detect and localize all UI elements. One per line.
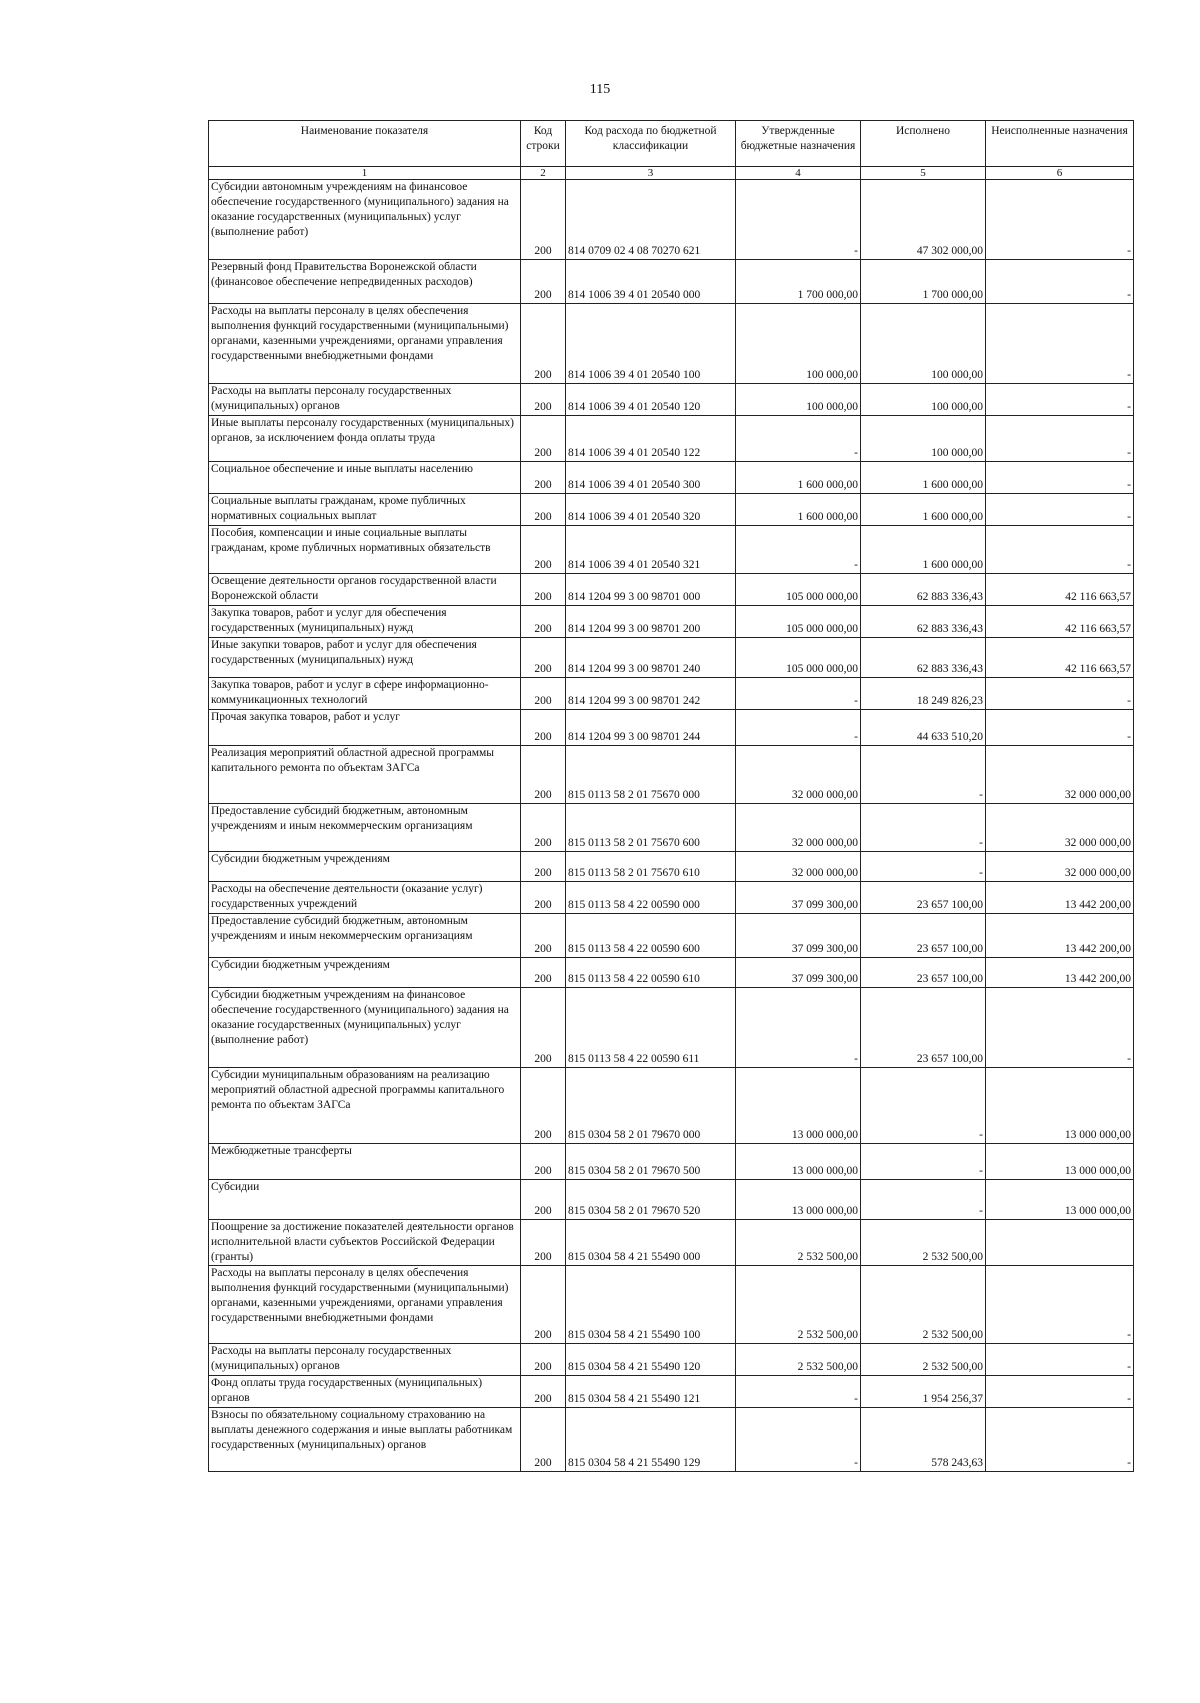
- row-unexecuted: [986, 1220, 1134, 1266]
- row-kbk: 814 1006 39 4 01 20540 122: [566, 416, 736, 462]
- column-number: 5: [861, 167, 986, 180]
- row-line-code: 200: [521, 304, 566, 384]
- row-executed: 1 600 000,00: [861, 494, 986, 526]
- row-approved: -: [736, 988, 861, 1068]
- row-approved: -: [736, 710, 861, 746]
- row-unexecuted: 42 116 663,57: [986, 574, 1134, 606]
- row-executed: -: [861, 746, 986, 804]
- row-executed: 2 532 500,00: [861, 1220, 986, 1266]
- row-unexecuted: -: [986, 1376, 1134, 1408]
- row-executed: 1 600 000,00: [861, 462, 986, 494]
- row-line-code: 200: [521, 710, 566, 746]
- row-executed: 23 657 100,00: [861, 988, 986, 1068]
- table-row: [209, 852, 1134, 882]
- column-header-unexecuted: Неисполненные назначения: [986, 121, 1134, 167]
- row-line-code: 200: [521, 384, 566, 416]
- table-row: [209, 1376, 1134, 1408]
- row-line-code: 200: [521, 988, 566, 1068]
- table-row: [209, 304, 1134, 384]
- row-line-code: 200: [521, 958, 566, 988]
- table-row: [209, 180, 1134, 260]
- table-row: [209, 958, 1134, 988]
- row-name: Предоставление субсидий бюджетным, автономным учреждениям и иным некоммерческим организациям: [209, 804, 521, 852]
- table-row: [209, 678, 1134, 710]
- row-unexecuted: 42 116 663,57: [986, 606, 1134, 638]
- row-line-code: 200: [521, 574, 566, 606]
- row-kbk: 815 0304 58 2 01 79670 500: [566, 1144, 736, 1180]
- row-approved: 2 532 500,00: [736, 1220, 861, 1266]
- table-row: [209, 1344, 1134, 1376]
- row-executed: 62 883 336,43: [861, 638, 986, 678]
- row-kbk: 815 0304 58 2 01 79670 520: [566, 1180, 736, 1220]
- row-unexecuted: -: [986, 304, 1134, 384]
- row-kbk: 814 1204 99 3 00 98701 000: [566, 574, 736, 606]
- row-name: Взносы по обязательному социальному страхованию на выплаты денежного содержания и иные выплаты работникам государственных (муниципальных) органов: [209, 1408, 521, 1472]
- row-approved: -: [736, 180, 861, 260]
- row-kbk: 815 0113 58 2 01 75670 610: [566, 852, 736, 882]
- table-row: [209, 462, 1134, 494]
- row-executed: 100 000,00: [861, 304, 986, 384]
- row-name: Иные закупки товаров, работ и услуг для обеспечения государственных (муниципальных) нужд: [209, 638, 521, 678]
- row-kbk: 815 0304 58 4 21 55490 100: [566, 1266, 736, 1344]
- row-approved: 37 099 300,00: [736, 958, 861, 988]
- row-kbk: 815 0113 58 4 22 00590 611: [566, 988, 736, 1068]
- row-line-code: 200: [521, 1266, 566, 1344]
- row-approved: 100 000,00: [736, 384, 861, 416]
- row-kbk: 815 0304 58 4 21 55490 121: [566, 1376, 736, 1408]
- table-row: [209, 710, 1134, 746]
- row-unexecuted: 32 000 000,00: [986, 804, 1134, 852]
- row-unexecuted: -: [986, 494, 1134, 526]
- table-row: [209, 416, 1134, 462]
- row-approved: -: [736, 678, 861, 710]
- row-name: Предоставление субсидий бюджетным, автономным учреждениям и иным некоммерческим организациям: [209, 914, 521, 958]
- row-kbk: 815 0304 58 2 01 79670 000: [566, 1068, 736, 1144]
- row-kbk: 814 1006 39 4 01 20540 000: [566, 260, 736, 304]
- row-line-code: 200: [521, 260, 566, 304]
- row-line-code: 200: [521, 1220, 566, 1266]
- row-name: Субсидии бюджетным учреждениям на финансовое обеспечение государственного (муниципального) задания на оказание государственных (муниципальных) услуг (выполнение работ): [209, 988, 521, 1068]
- column-header-approved: Утвержденные бюджетные назначения: [736, 121, 861, 167]
- row-kbk: 815 0304 58 4 21 55490 120: [566, 1344, 736, 1376]
- row-kbk: 814 1204 99 3 00 98701 200: [566, 606, 736, 638]
- table-row: [209, 746, 1134, 804]
- row-unexecuted: 13 000 000,00: [986, 1144, 1134, 1180]
- row-line-code: 200: [521, 638, 566, 678]
- row-unexecuted: 13 000 000,00: [986, 1068, 1134, 1144]
- row-approved: 13 000 000,00: [736, 1068, 861, 1144]
- row-approved: 37 099 300,00: [736, 882, 861, 914]
- row-kbk: 814 1006 39 4 01 20540 120: [566, 384, 736, 416]
- table-row: [209, 1180, 1134, 1220]
- row-approved: 37 099 300,00: [736, 914, 861, 958]
- row-line-code: 200: [521, 852, 566, 882]
- row-approved: 105 000 000,00: [736, 638, 861, 678]
- row-approved: 2 532 500,00: [736, 1266, 861, 1344]
- column-header-name: Наименование показателя: [209, 121, 521, 167]
- column-header-executed: Исполнено: [861, 121, 986, 167]
- row-approved: 100 000,00: [736, 304, 861, 384]
- row-line-code: 200: [521, 606, 566, 638]
- row-executed: 44 633 510,20: [861, 710, 986, 746]
- row-name: Расходы на выплаты персоналу в целях обеспечения выполнения функций государственными (муниципальными) органами, казенными учреждениями, органами управления государственными внебюджетными фондами: [209, 304, 521, 384]
- row-unexecuted: -: [986, 260, 1134, 304]
- row-name: Пособия, компенсации и иные социальные выплаты гражданам, кроме публичных нормативных обязательств: [209, 526, 521, 574]
- row-name: Освещение деятельности органов государственной власти Воронежской области: [209, 574, 521, 606]
- row-executed: 2 532 500,00: [861, 1266, 986, 1344]
- table-row: [209, 882, 1134, 914]
- row-unexecuted: 13 442 200,00: [986, 958, 1134, 988]
- row-kbk: 815 0113 58 2 01 75670 000: [566, 746, 736, 804]
- table-row: [209, 638, 1134, 678]
- row-unexecuted: 13 442 200,00: [986, 914, 1134, 958]
- row-name: Субсидии бюджетным учреждениям: [209, 852, 521, 882]
- row-line-code: 200: [521, 462, 566, 494]
- row-approved: 105 000 000,00: [736, 606, 861, 638]
- table-row: [209, 1266, 1134, 1344]
- row-executed: 1 600 000,00: [861, 526, 986, 574]
- row-approved: 1 600 000,00: [736, 462, 861, 494]
- row-unexecuted: -: [986, 526, 1134, 574]
- column-number-row: [209, 167, 1134, 180]
- row-executed: 47 302 000,00: [861, 180, 986, 260]
- row-name: Поощрение за достижение показателей деятельности органов исполнительной власти субъектов Российской Федерации (гранты): [209, 1220, 521, 1266]
- column-number: 2: [521, 167, 566, 180]
- row-unexecuted: 32 000 000,00: [986, 852, 1134, 882]
- row-line-code: 200: [521, 1068, 566, 1144]
- table-row: [209, 260, 1134, 304]
- row-approved: 2 532 500,00: [736, 1344, 861, 1376]
- row-name: Социальное обеспечение и иные выплаты населению: [209, 462, 521, 494]
- row-line-code: 200: [521, 882, 566, 914]
- row-name: Социальные выплаты гражданам, кроме публичных нормативных социальных выплат: [209, 494, 521, 526]
- row-line-code: 200: [521, 494, 566, 526]
- row-kbk: 814 0709 02 4 08 70270 621: [566, 180, 736, 260]
- row-unexecuted: -: [986, 416, 1134, 462]
- row-name: Расходы на выплаты персоналу государственных (муниципальных) органов: [209, 1344, 521, 1376]
- row-line-code: 200: [521, 1144, 566, 1180]
- row-kbk: 815 0113 58 2 01 75670 600: [566, 804, 736, 852]
- row-line-code: 200: [521, 746, 566, 804]
- row-approved: 105 000 000,00: [736, 574, 861, 606]
- row-unexecuted: -: [986, 1408, 1134, 1472]
- row-approved: 32 000 000,00: [736, 852, 861, 882]
- row-name: Реализация мероприятий областной адресной программы капитального ремонта по объектам ЗАГСа: [209, 746, 521, 804]
- row-unexecuted: -: [986, 678, 1134, 710]
- row-name: Расходы на выплаты персоналу в целях обеспечения выполнения функций государственными (муниципальными) органами, казенными учреждениями, органами управления государственными внебюджетными фондами: [209, 1266, 521, 1344]
- row-line-code: 200: [521, 1376, 566, 1408]
- column-header-kbk: Код расхода по бюджетной классификации: [566, 121, 736, 167]
- row-kbk: 814 1006 39 4 01 20540 320: [566, 494, 736, 526]
- row-line-code: 200: [521, 526, 566, 574]
- row-name: Фонд оплаты труда государственных (муниципальных) органов: [209, 1376, 521, 1408]
- row-kbk: 814 1204 99 3 00 98701 242: [566, 678, 736, 710]
- row-approved: 1 600 000,00: [736, 494, 861, 526]
- column-number: 6: [986, 167, 1134, 180]
- row-name: Прочая закупка товаров, работ и услуг: [209, 710, 521, 746]
- row-kbk: 815 0304 58 4 21 55490 000: [566, 1220, 736, 1266]
- row-kbk: 815 0113 58 4 22 00590 610: [566, 958, 736, 988]
- row-unexecuted: -: [986, 1266, 1134, 1344]
- row-kbk: 815 0304 58 4 21 55490 129: [566, 1408, 736, 1472]
- row-name: Субсидии: [209, 1180, 521, 1220]
- row-name: Резервный фонд Правительства Воронежской области (финансовое обеспечение непредвиденных расходов): [209, 260, 521, 304]
- row-name: Закупка товаров, работ и услуг для обеспечения государственных (муниципальных) нужд: [209, 606, 521, 638]
- row-approved: 32 000 000,00: [736, 804, 861, 852]
- row-executed: 23 657 100,00: [861, 958, 986, 988]
- table-row: [209, 384, 1134, 416]
- page-number: 115: [589, 82, 611, 97]
- row-executed: 100 000,00: [861, 416, 986, 462]
- row-line-code: 200: [521, 1180, 566, 1220]
- row-executed: 18 249 826,23: [861, 678, 986, 710]
- row-unexecuted: -: [986, 180, 1134, 260]
- row-executed: 2 532 500,00: [861, 1344, 986, 1376]
- row-executed: 62 883 336,43: [861, 574, 986, 606]
- row-executed: -: [861, 852, 986, 882]
- row-unexecuted: -: [986, 384, 1134, 416]
- row-executed: 1 954 256,37: [861, 1376, 986, 1408]
- column-number: 3: [566, 167, 736, 180]
- row-line-code: 200: [521, 678, 566, 710]
- row-approved: 13 000 000,00: [736, 1144, 861, 1180]
- table-body: [209, 180, 1134, 1472]
- row-executed: -: [861, 1144, 986, 1180]
- row-approved: -: [736, 1408, 861, 1472]
- row-unexecuted: 42 116 663,57: [986, 638, 1134, 678]
- row-executed: 1 700 000,00: [861, 260, 986, 304]
- column-header-line-code: Код строки: [521, 121, 566, 167]
- row-name: Субсидии автономным учреждениям на финансовое обеспечение государственного (муниципального) задания на оказание государственных (муниципальных) услуг (выполнение работ): [209, 180, 521, 260]
- row-line-code: 200: [521, 180, 566, 260]
- row-line-code: 200: [521, 1344, 566, 1376]
- column-number: 1: [209, 167, 521, 180]
- row-approved: 13 000 000,00: [736, 1180, 861, 1220]
- row-executed: -: [861, 1180, 986, 1220]
- row-name: Расходы на обеспечение деятельности (оказание услуг) государственных учреждений: [209, 882, 521, 914]
- row-executed: 100 000,00: [861, 384, 986, 416]
- row-line-code: 200: [521, 914, 566, 958]
- row-line-code: 200: [521, 1408, 566, 1472]
- row-kbk: 815 0113 58 4 22 00590 000: [566, 882, 736, 914]
- row-unexecuted: 32 000 000,00: [986, 746, 1134, 804]
- table-row: [209, 574, 1134, 606]
- row-line-code: 200: [521, 416, 566, 462]
- row-name: Субсидии муниципальным образованиям на реализацию мероприятий областной адресной программы капитального ремонта по объектам ЗАГСа: [209, 1068, 521, 1144]
- table-row: [209, 1408, 1134, 1472]
- row-executed: -: [861, 1068, 986, 1144]
- budget-execution-table: [208, 120, 1134, 1472]
- row-kbk: 814 1006 39 4 01 20540 300: [566, 462, 736, 494]
- table-row: [209, 804, 1134, 852]
- row-unexecuted: -: [986, 1344, 1134, 1376]
- row-name: Иные выплаты персоналу государственных (муниципальных) органов, за исключением фонда оплаты труда: [209, 416, 521, 462]
- row-unexecuted: -: [986, 988, 1134, 1068]
- table-row: [209, 1220, 1134, 1266]
- row-executed: 578 243,63: [861, 1408, 986, 1472]
- row-name: Закупка товаров, работ и услуг в сфере информационно-коммуникационных технологий: [209, 678, 521, 710]
- row-kbk: 814 1006 39 4 01 20540 100: [566, 304, 736, 384]
- row-name: Субсидии бюджетным учреждениям: [209, 958, 521, 988]
- row-kbk: 814 1204 99 3 00 98701 240: [566, 638, 736, 678]
- row-approved: -: [736, 1376, 861, 1408]
- row-approved: -: [736, 416, 861, 462]
- row-line-code: 200: [521, 804, 566, 852]
- row-approved: 1 700 000,00: [736, 260, 861, 304]
- row-kbk: 814 1006 39 4 01 20540 321: [566, 526, 736, 574]
- table-row: [209, 494, 1134, 526]
- table-row: [209, 526, 1134, 574]
- row-unexecuted: -: [986, 462, 1134, 494]
- row-executed: 23 657 100,00: [861, 882, 986, 914]
- table-row: [209, 988, 1134, 1068]
- row-name: Межбюджетные трансферты: [209, 1144, 521, 1180]
- row-executed: -: [861, 804, 986, 852]
- row-kbk: 814 1204 99 3 00 98701 244: [566, 710, 736, 746]
- row-unexecuted: 13 000 000,00: [986, 1180, 1134, 1220]
- column-number: 4: [736, 167, 861, 180]
- header-row: [209, 121, 1134, 167]
- row-unexecuted: -: [986, 710, 1134, 746]
- table-row: [209, 606, 1134, 638]
- row-approved: 32 000 000,00: [736, 746, 861, 804]
- row-executed: 23 657 100,00: [861, 914, 986, 958]
- row-approved: -: [736, 526, 861, 574]
- row-kbk: 815 0113 58 4 22 00590 600: [566, 914, 736, 958]
- table-row: [209, 1144, 1134, 1180]
- row-unexecuted: 13 442 200,00: [986, 882, 1134, 914]
- row-name: Расходы на выплаты персоналу государственных (муниципальных) органов: [209, 384, 521, 416]
- table-row: [209, 1068, 1134, 1144]
- row-executed: 62 883 336,43: [861, 606, 986, 638]
- table-row: [209, 914, 1134, 958]
